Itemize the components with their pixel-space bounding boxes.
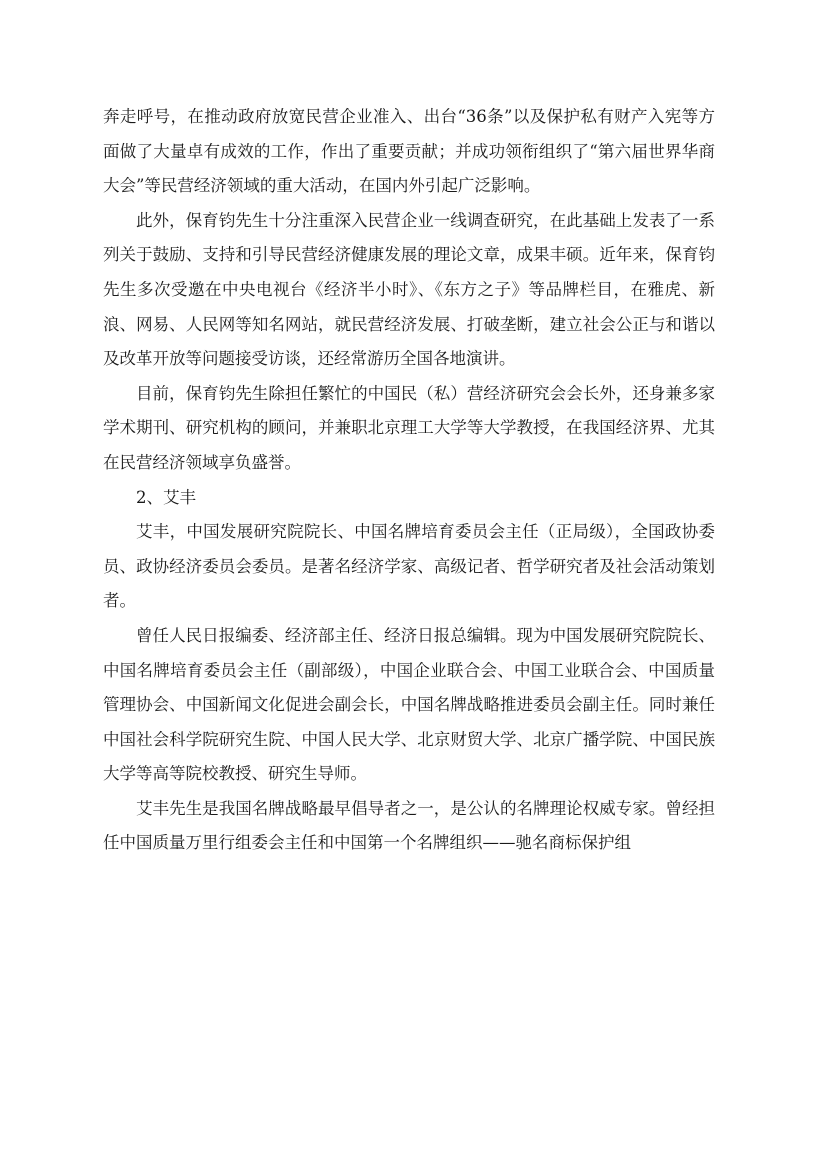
paragraph-ai-feng-career: 曾任人民日报编委、经济部主任、经济日报总编辑。现为中国发展研究院院长、中国名牌培育委员会主任（副部级），中国企业联合会、中国工业联合会、中国质量管理协会、中国新闻文化促进会副会长，中国名牌战略推进委员会副主任。同时兼任中国社会科学院研究生院、中国人民大学、北京财贸大学、北京广播学院、中国民族大学等高等院校教授、研究生导师。: [103, 625, 715, 784]
paragraph-research: 此外，保育钧先生十分注重深入民营企业一线调查研究，在此基础上发表了一系列关于鼓励、支持和引导民营经济健康发展的理论文章，成果丰硕。近年来，保育钧先生多次受邀在中央电视台《经济半小时》、《东方之子》等品牌栏目，在雅虎、新浪、网易、人民网等知名网站，就民营经济发展、打破垄断，建立社会公正与和谐以及改革开放等问题接受访谈，还经常游历全国各地演讲。: [103, 210, 715, 369]
paragraph-ai-feng-brand: 艾丰先生是我国名牌战略最早倡导者之一，是公认的名牌理论权威专家。曾经担任中国质量万里行组委会主任和中国第一个名牌组织——驰名商标保护组: [103, 798, 715, 853]
section-heading: 2、艾丰: [136, 487, 196, 507]
paragraph-ai-feng-intro: 艾丰，中国发展研究院院长、中国名牌培育委员会主任（正局级），全国政协委员、政协经济委员会委员。是著名经济学家、高级记者、哲学研究者及社会活动策划者。: [103, 522, 715, 611]
paragraph-continuation: 奔走呼号，在推动政府放宽民营企业准入、出台“36条”以及保护私有财产入宪等方面做了大量卓有成效的工作，作出了重要贡献；并成功领衔组织了“第六届世界华商大会”等民营经济领域的重大活动，在国内外引起广泛影响。: [103, 107, 715, 196]
document-body: [103, 100, 715, 861]
paragraph-current-roles: 目前，保育钧先生除担任繁忙的中国民（私）营经济研究会会长外，还身兼多家学术期刊、研究机构的顾问，并兼职北京理工大学等大学教授，在我国经济界、尤其在民营经济领域享负盛誉。: [103, 383, 715, 472]
